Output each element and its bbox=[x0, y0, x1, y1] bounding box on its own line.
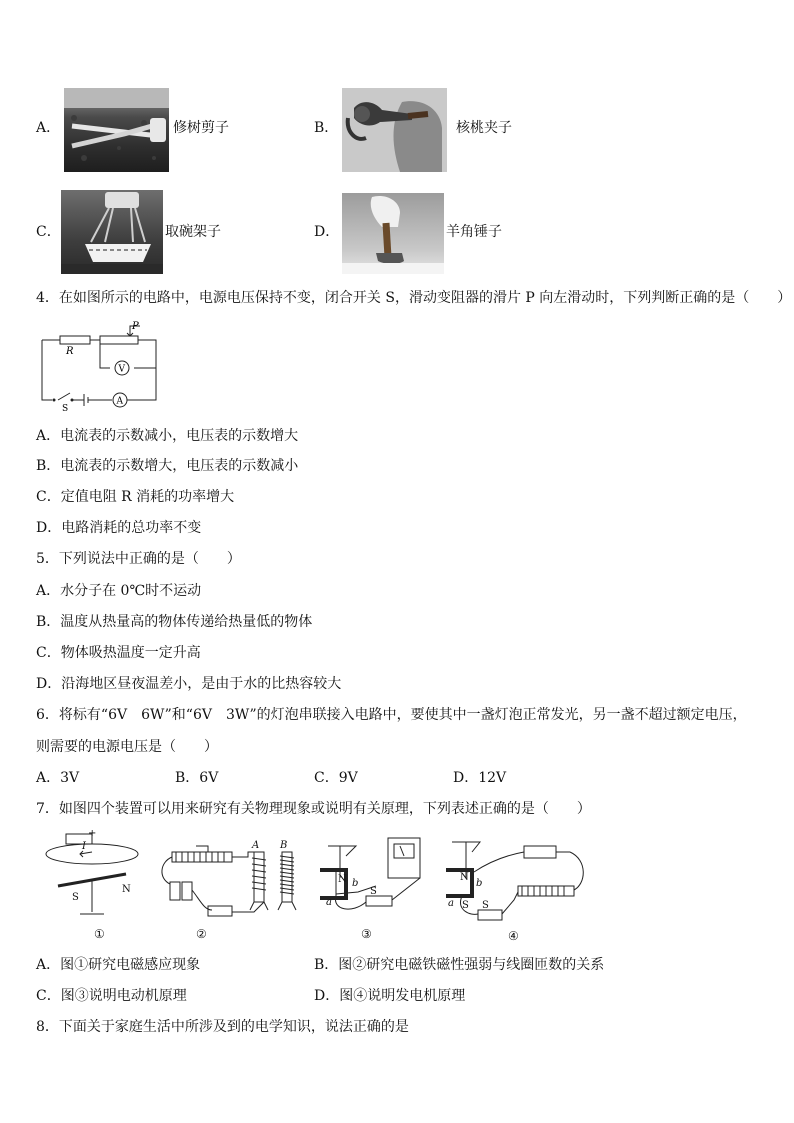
q7-figure-2-number: ② bbox=[196, 927, 207, 941]
q7-stem: 7．如图四个装置可以用来研究有关物理现象或说明有关原理，下列表述正确的是（ ） bbox=[36, 801, 591, 817]
q6-option-d: D．12V bbox=[453, 770, 507, 786]
q8-stem: 8．下面关于家庭生活中所涉及到的电学知识，说法正确的是 bbox=[36, 1019, 409, 1035]
q7-fig3-label-b: b bbox=[352, 878, 359, 889]
q7-option-b: B．图②研究电磁铁磁性强弱与线圈匝数的关系 bbox=[314, 957, 605, 973]
q4-option-d: D．电路消耗的总功率不变 bbox=[36, 520, 202, 536]
q7-figure-4-number: ④ bbox=[508, 929, 519, 943]
q7-option-c: C．图③说明电动机原理 bbox=[36, 988, 187, 1004]
q3-option-b-letter: B． bbox=[314, 120, 339, 136]
q7-fig4-label-s: S bbox=[462, 900, 469, 911]
q4-circuit-diagram bbox=[36, 320, 166, 412]
q7-fig3-label-a: a bbox=[326, 897, 332, 908]
q4-option-b: B．电流表的示数增大，电压表的示数减小 bbox=[36, 458, 299, 474]
q7-figure-1-number: ① bbox=[94, 927, 105, 941]
q4-label-a: A bbox=[116, 396, 123, 407]
q6-option-a: A．3V bbox=[36, 770, 80, 786]
q5-stem: 5．下列说法中正确的是（ ） bbox=[36, 551, 241, 567]
q3-option-d-caption: 羊角锤子 bbox=[446, 224, 502, 240]
q7-label-plus: + bbox=[88, 830, 97, 839]
q3-option-a-letter: A． bbox=[36, 120, 61, 136]
q4-option-a: A．电流表的示数减小，电压表的示数增大 bbox=[36, 428, 299, 444]
q7-label-coil-a: A bbox=[252, 840, 260, 851]
q4-label-v: V bbox=[118, 364, 125, 375]
q7-fig3-label-s: S bbox=[370, 886, 377, 897]
q7-fig4-label-a: a bbox=[448, 898, 454, 909]
q3-option-c-photo-bowl-lifter bbox=[61, 190, 163, 274]
q7-fig3-label-n: N bbox=[338, 874, 347, 885]
q3-option-d-letter: D． bbox=[314, 224, 340, 240]
q6-option-b: B．6V bbox=[175, 770, 219, 786]
q7-fig4-label-n: N bbox=[460, 872, 469, 883]
q4-label-s: S bbox=[62, 404, 69, 412]
q7-fig4-label-b: b bbox=[476, 878, 483, 889]
q3-option-d-photo-claw-hammer bbox=[342, 193, 444, 274]
q3-option-b-photo-nutcracker bbox=[342, 88, 447, 172]
q4-label-r: R bbox=[66, 346, 74, 357]
q4-label-p: P bbox=[132, 321, 139, 332]
q3-option-a-photo-pruning-shears bbox=[64, 88, 169, 172]
q6-option-c: C．9V bbox=[314, 770, 358, 786]
q5-option-d: D．沿海地区昼夜温差小，是由于水的比热容较大 bbox=[36, 676, 342, 692]
q4-option-c: C．定值电阻 R 消耗的功率增大 bbox=[36, 489, 235, 505]
q3-option-b-caption: 核桃夹子 bbox=[456, 120, 512, 136]
q7-figure-3-number: ③ bbox=[361, 927, 372, 941]
q5-option-a: A．水分子在 0℃时不运动 bbox=[36, 583, 202, 599]
q7-label-coil-b: B bbox=[280, 840, 288, 851]
q7-fig1-label-n: N bbox=[122, 884, 131, 895]
q5-option-b: B．温度从热量高的物体传递给热量低的物体 bbox=[36, 614, 313, 630]
q3-option-c-letter: C． bbox=[36, 224, 61, 240]
q7-option-d: D．图④说明发电机原理 bbox=[314, 988, 466, 1004]
q3-option-a-caption: 修树剪子 bbox=[173, 120, 229, 136]
q7-fig1-label-s: S bbox=[72, 892, 79, 903]
q7-option-a: A．图①研究电磁感应现象 bbox=[36, 957, 201, 973]
q4-stem: 4．在如图所示的电路中，电源电压保持不变，闭合开关 S，滑动变阻器的滑片 P 向左滑动时，下列判断正确的是（ ） bbox=[36, 290, 792, 306]
q7-label-i: I bbox=[82, 841, 86, 852]
q5-option-c: C．物体吸热温度一定升高 bbox=[36, 645, 201, 661]
q6-stem-line1: 6．将标有“6V 6W”和“6V 3W”的灯泡串联接入电路中，要使其中一盏灯泡正常发光，另一盏不超过额定电压， bbox=[36, 707, 747, 723]
q7-fig4-label-switch-s: S bbox=[482, 900, 489, 911]
q7-figure-devices bbox=[36, 830, 596, 948]
q6-stem-line2: 则需要的电源电压是（ ） bbox=[36, 739, 218, 755]
q3-option-c-caption: 取碗架子 bbox=[165, 224, 221, 240]
